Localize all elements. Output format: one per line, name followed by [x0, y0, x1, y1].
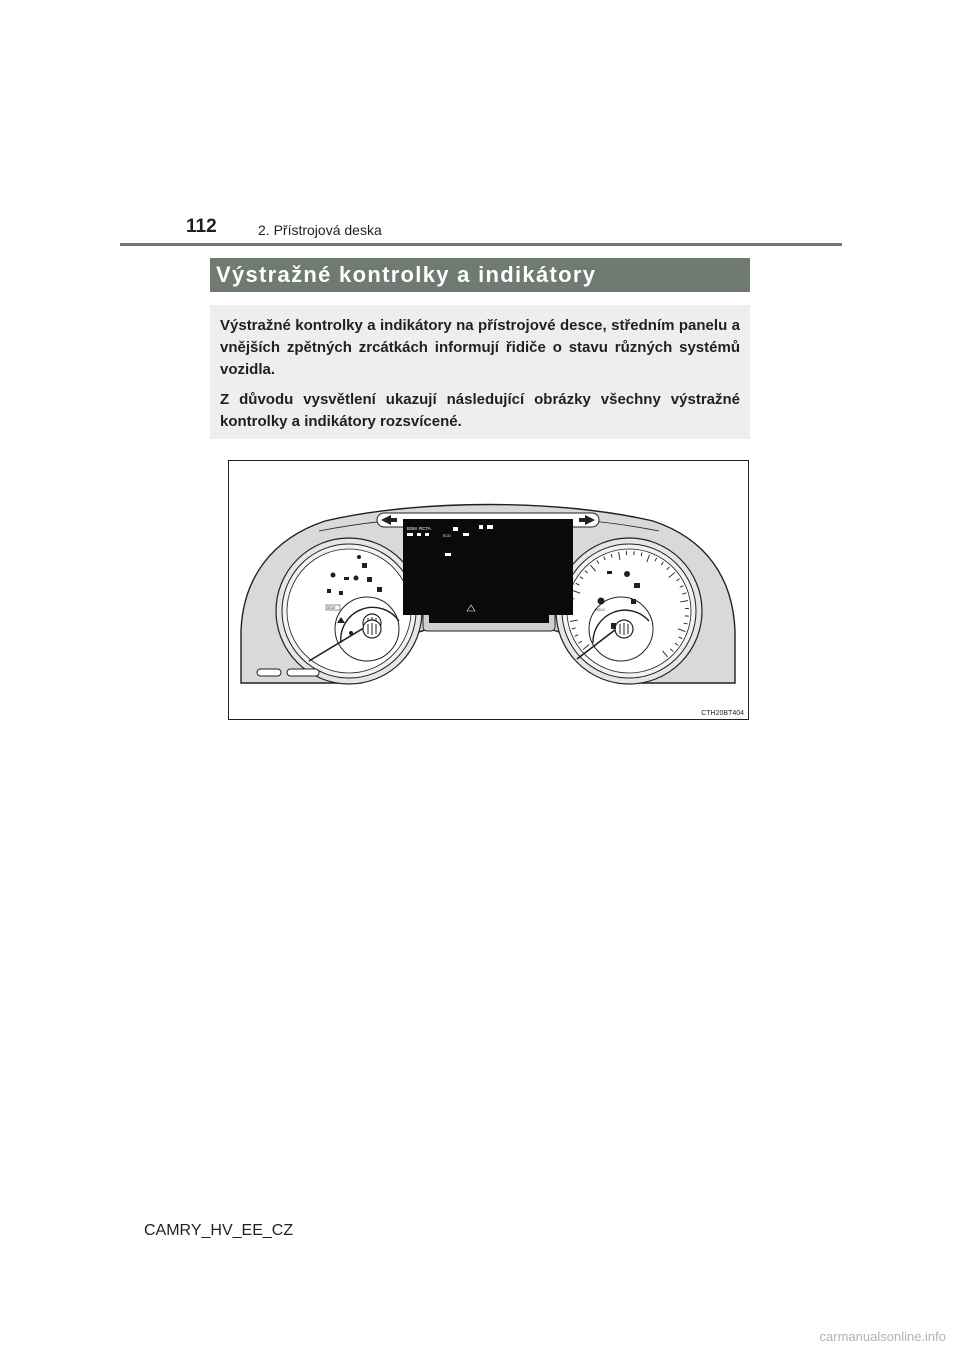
instrument-cluster-illustration: [229, 461, 748, 719]
page-number: 112: [186, 216, 217, 237]
left-subdial-cap: [363, 620, 381, 638]
chapter-title: 2. Přístrojová deska: [258, 222, 382, 238]
watermark: carmanualsonline.info: [819, 1329, 946, 1344]
rcta-label: RCTA: [419, 526, 431, 531]
right-needle-cap: [615, 620, 633, 638]
seat-label: SEAT: [327, 606, 336, 610]
header-rule: [120, 243, 842, 246]
bsm-label: BSM: [407, 526, 417, 531]
intro-paragraph-1: Výstražné kontrolky a indikátory na přístrojové desce, středním panelu a vnějších zpětných zrcátkách informují řidiče o stavu různých systémů vozidla.: [220, 317, 740, 378]
odo-button: [287, 669, 319, 676]
intro-box: [210, 305, 750, 439]
trip-button: [257, 669, 281, 676]
figure-code: CTH20BT404: [701, 710, 744, 717]
eco-label: ECO: [443, 534, 451, 538]
section-banner: [210, 258, 750, 292]
instrument-cluster-figure: [228, 460, 749, 720]
section-title: Výstražné kontrolky a indikátory: [216, 262, 597, 287]
hold-label: HOLD: [595, 608, 605, 612]
intro-paragraph-2: Z důvodu vysvětlení ukazují následující obrázky všechny výstražné kontrolky a indikátory rozsvícené.: [220, 391, 740, 430]
document-code: CAMRY_HV_EE_CZ: [144, 1222, 294, 1239]
